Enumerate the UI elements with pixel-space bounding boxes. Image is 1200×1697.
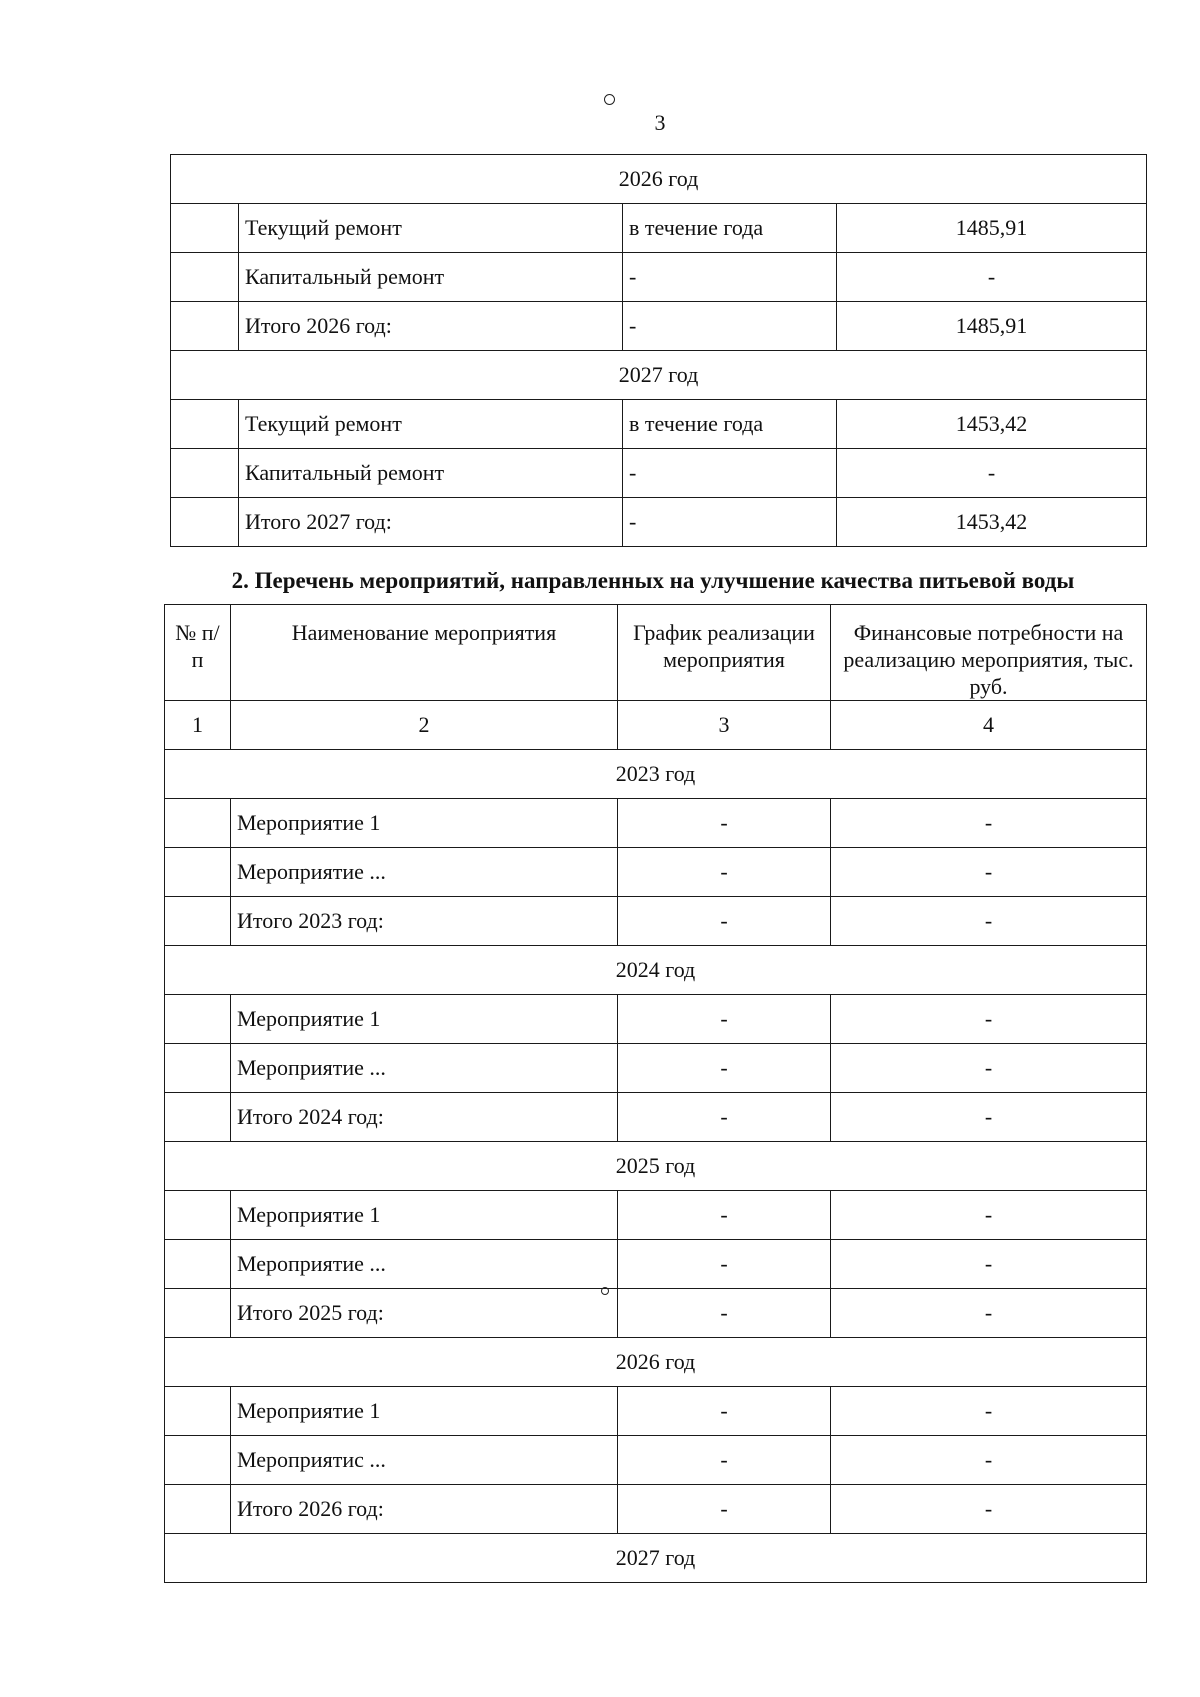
table-row [165, 1044, 1147, 1093]
row-schedule-cell: - [618, 1044, 831, 1093]
row-number-cell [171, 253, 239, 302]
year-row [165, 1142, 1147, 1191]
year-row [171, 351, 1147, 400]
row-number-cell [165, 1044, 231, 1093]
row-amount-cell: - [831, 1044, 1147, 1093]
table-row [165, 995, 1147, 1044]
row-name-cell: Капитальный ремонт [239, 253, 623, 302]
table-row [171, 449, 1147, 498]
page-number: 3 [654, 110, 666, 135]
row-schedule-cell: - [618, 1240, 831, 1289]
row-number-cell [165, 1191, 231, 1240]
row-name-cell: Итого 2026 год: [231, 1485, 618, 1534]
row-name-cell: Мероприятие ... [231, 848, 618, 897]
year-label: 2027 год [165, 1534, 1147, 1583]
row-amount-cell: - [831, 1093, 1147, 1142]
header-num: № п/п [165, 605, 231, 701]
row-amount-cell: 1485,91 [837, 204, 1147, 253]
table-row [165, 1289, 1147, 1338]
row-schedule-cell: - [623, 253, 837, 302]
row-name-cell: Итого 2024 год: [231, 1093, 618, 1142]
year-label: 2026 год [165, 1338, 1147, 1387]
table-row [171, 400, 1147, 449]
row-schedule-cell: - [618, 1436, 831, 1485]
year-row [171, 155, 1147, 204]
row-number-cell [171, 302, 239, 351]
measures-table [164, 604, 1147, 1583]
row-schedule-cell: - [623, 302, 837, 351]
table-row [165, 1191, 1147, 1240]
row-number-cell [165, 897, 231, 946]
column-number: 2 [231, 701, 618, 750]
table-row [171, 204, 1147, 253]
row-number-cell [171, 498, 239, 547]
row-name-cell: Мероприятие 1 [231, 1387, 618, 1436]
table-row [171, 253, 1147, 302]
row-name-cell: Итого 2023 год: [231, 897, 618, 946]
row-schedule-cell: - [618, 1093, 831, 1142]
row-schedule-cell: - [618, 1485, 831, 1534]
row-name-cell: Итого 2026 год: [239, 302, 623, 351]
year-label: 2024 год [165, 946, 1147, 995]
table-row [165, 1240, 1147, 1289]
row-name-cell: Текущий ремонт [239, 400, 623, 449]
row-number-cell [165, 1485, 231, 1534]
row-number-cell [165, 995, 231, 1044]
row-number-cell [165, 1240, 231, 1289]
row-schedule-cell: - [618, 1191, 831, 1240]
row-number-cell [165, 1093, 231, 1142]
row-amount-cell: - [831, 799, 1147, 848]
row-amount-cell: - [831, 1387, 1147, 1436]
column-number: 1 [165, 701, 231, 750]
table-row [171, 498, 1147, 547]
column-number-row [165, 701, 1147, 750]
row-name-cell: Капитальный ремонт [239, 449, 623, 498]
row-number-cell [165, 848, 231, 897]
column-number: 3 [618, 701, 831, 750]
row-amount-cell: - [831, 995, 1147, 1044]
row-schedule-cell: - [618, 1387, 831, 1436]
table-row [165, 799, 1147, 848]
table-row [165, 1093, 1147, 1142]
row-schedule-cell: - [618, 799, 831, 848]
row-number-cell [165, 1289, 231, 1338]
table-row [165, 897, 1147, 946]
row-schedule-cell: в течение года [623, 400, 837, 449]
row-schedule-cell: в течение года [623, 204, 837, 253]
row-name-cell: Текущий ремонт [239, 204, 623, 253]
table-row [165, 848, 1147, 897]
table-row [165, 1387, 1147, 1436]
row-schedule-cell: - [618, 897, 831, 946]
row-name-cell: Мероприятие 1 [231, 1191, 618, 1240]
table-row [171, 302, 1147, 351]
header-name: Наименование мероприятия [231, 605, 618, 701]
row-name-cell: Мероприятие ... [231, 1044, 618, 1093]
row-number-cell [171, 400, 239, 449]
row-amount-cell: - [831, 897, 1147, 946]
year-row [165, 1338, 1147, 1387]
row-amount-cell: - [837, 253, 1147, 302]
year-label: 2027 год [171, 351, 1147, 400]
row-number-cell [165, 1387, 231, 1436]
header-finance: Финансовые потребности на реализацию мероприятия, тыс. руб. [831, 605, 1147, 701]
header-row [165, 605, 1147, 701]
row-schedule-cell: - [618, 848, 831, 897]
section-title: 2. Перечень мероприятий, направленных на улучшение качества питьевой воды [231, 568, 1075, 593]
repair-table [170, 154, 1147, 547]
year-row [165, 1534, 1147, 1583]
row-schedule-cell: - [623, 449, 837, 498]
row-number-cell [165, 1436, 231, 1485]
row-amount-cell: - [831, 1191, 1147, 1240]
column-number: 4 [831, 701, 1147, 750]
row-name-cell: Мероприятие 1 [231, 799, 618, 848]
row-name-cell: Итого 2025 год: [231, 1289, 618, 1338]
row-name-cell: Мероприятис ... [231, 1436, 618, 1485]
year-label: 2026 год [171, 155, 1147, 204]
year-label: 2025 год [165, 1142, 1147, 1191]
row-amount-cell: - [831, 1289, 1147, 1338]
row-amount-cell: 1453,42 [837, 400, 1147, 449]
row-name-cell: Итого 2027 год: [239, 498, 623, 547]
row-number-cell [171, 449, 239, 498]
header-schedule: График реализации мероприятия [618, 605, 831, 701]
year-row [165, 750, 1147, 799]
row-amount-cell: - [831, 848, 1147, 897]
row-schedule-cell: - [618, 995, 831, 1044]
row-amount-cell: - [831, 1240, 1147, 1289]
table-row [165, 1436, 1147, 1485]
row-number-cell [171, 204, 239, 253]
row-name-cell: Мероприятие 1 [231, 995, 618, 1044]
scan-speck [604, 94, 615, 105]
row-schedule-cell: - [618, 1289, 831, 1338]
table-row [165, 1485, 1147, 1534]
row-amount-cell: 1485,91 [837, 302, 1147, 351]
year-row [165, 946, 1147, 995]
row-amount-cell: - [831, 1436, 1147, 1485]
row-amount-cell: - [837, 449, 1147, 498]
row-name-cell: Мероприятие ... [231, 1240, 618, 1289]
row-number-cell [165, 799, 231, 848]
row-schedule-cell: - [623, 498, 837, 547]
year-label: 2023 год [165, 750, 1147, 799]
row-amount-cell: - [831, 1485, 1147, 1534]
row-amount-cell: 1453,42 [837, 498, 1147, 547]
